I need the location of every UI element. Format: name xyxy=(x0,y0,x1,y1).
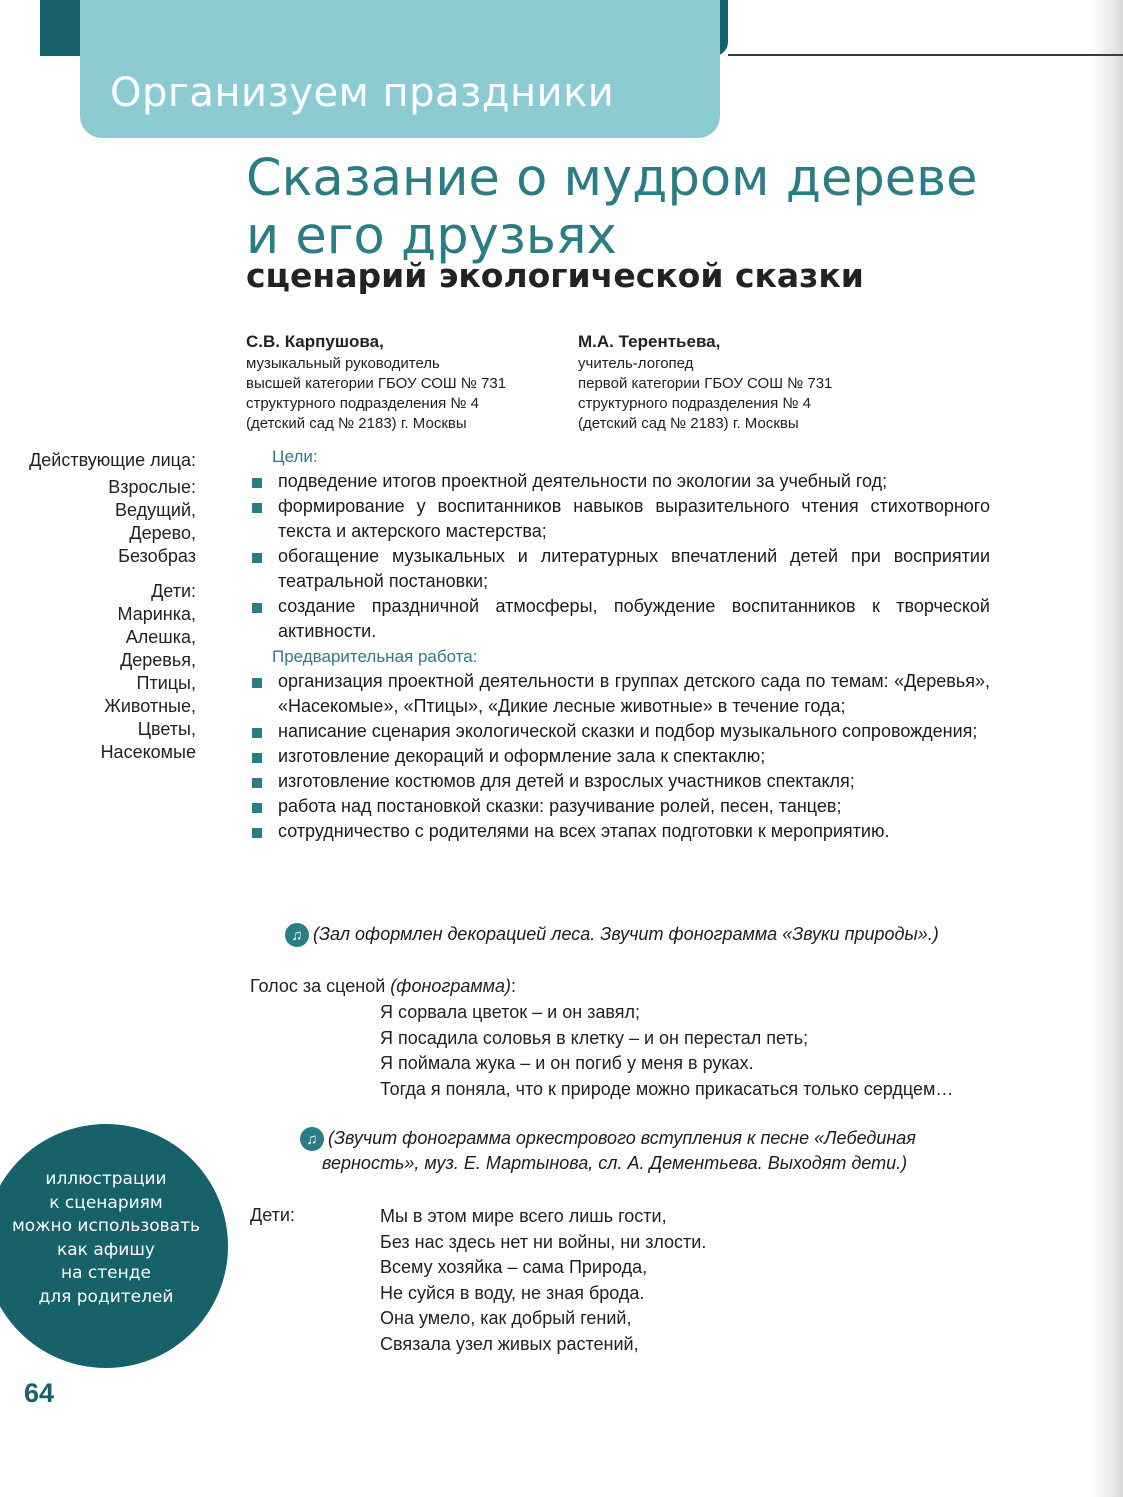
cast-item: Птицы, xyxy=(136,673,196,693)
goals-list xyxy=(250,469,990,644)
cast-group-label: Взрослые: xyxy=(108,477,196,497)
poem-kids xyxy=(380,1204,706,1357)
article-subtitle: сценарий экологической сказки xyxy=(246,256,864,295)
stage-text: (Звучит фонограмма оркестрового вступления к песне «Лебединая xyxy=(328,1128,916,1148)
author-line: структурного подразделения № 4 xyxy=(578,395,811,412)
kids-speaker-label: Дети: xyxy=(250,1205,295,1225)
poem-line: Она умело, как добрый гений, xyxy=(380,1308,632,1328)
note-line: можно использовать xyxy=(11,1216,201,1236)
note-line: как афишу xyxy=(57,1239,155,1260)
note-line: иллюстрации xyxy=(45,1169,167,1189)
info-circle xyxy=(0,1124,228,1368)
prep-list xyxy=(250,669,990,844)
music-note-icon: ♫ xyxy=(300,1127,324,1151)
info-circle-text xyxy=(0,1168,218,1309)
author-line: музыкальный руководитель xyxy=(246,355,440,372)
poem-line: Я поймала жука – и он погиб у меня в руках. xyxy=(380,1053,754,1073)
cast-heading: Действующие лица: xyxy=(29,450,196,470)
cast-item: Животные, xyxy=(104,696,196,716)
voice-label: Голос за сценой xyxy=(250,976,386,996)
header-tab xyxy=(80,0,720,138)
cast-item: Маринка, xyxy=(117,604,196,624)
cast-adults xyxy=(0,476,196,568)
list-item: организация проектной деятельности в группах детского сада по темам: «Деревья», «Насекомые», «Птицы», «Дикие лесные животные» в течение года; xyxy=(250,669,990,719)
section-title: Организуем праздники xyxy=(110,70,615,116)
cast-item: Цветы, xyxy=(137,719,196,739)
author-name: М.А. Терентьева, xyxy=(578,332,721,351)
author-line: первой категории ГБОУ СОШ № 731 xyxy=(578,375,833,392)
author-line: структурного подразделения № 4 xyxy=(246,395,479,412)
poem-line: Связала узел живых растений, xyxy=(380,1333,639,1354)
list-item: подведение итогов проектной деятельности по экологии за учебный год; xyxy=(250,469,990,494)
author-line: (детский сад № 2183) г. Москвы xyxy=(246,415,467,432)
goals-heading: Цели: xyxy=(272,447,318,466)
list-item: работа над постановкой сказки: разучивание ролей, песен, танцев; xyxy=(250,794,990,819)
cast-item: Алешка, xyxy=(125,627,196,647)
list-item: сотрудничество с родителями на всех этапах подготовки к мероприятию. xyxy=(250,819,990,844)
article-title xyxy=(246,150,1066,266)
cast-group-label: Дети: xyxy=(151,581,196,601)
goals-and-prep xyxy=(250,444,990,844)
voice-note: (фонограмма) xyxy=(390,976,512,996)
poem-line: Я сорвала цветок – и он завял; xyxy=(380,1002,641,1022)
stage-text: верность», муз. Е. Мартынова, сл. А. Дементьева. Выходят дети.) xyxy=(322,1153,908,1174)
poem-line: Тогда я поняла, что к природе можно прикасаться только сердцем… xyxy=(380,1078,954,1099)
author-line: высшей категории ГБОУ СОШ № 731 xyxy=(246,375,507,392)
cast-item: Дерево, xyxy=(129,523,196,543)
list-item: изготовление костюмов для детей и взрослых участников спектакля; xyxy=(250,769,990,794)
cast-children xyxy=(0,580,196,764)
title-line-2: и его друзьях xyxy=(246,207,617,266)
voice-offstage xyxy=(250,976,516,997)
author-1 xyxy=(246,332,506,434)
page-number: 64 xyxy=(24,1378,55,1408)
music-note-icon: ♫ xyxy=(285,923,309,947)
poem-voice xyxy=(380,1000,953,1102)
note-line: на стенде xyxy=(61,1263,151,1283)
author-line: учитель-логопед xyxy=(578,355,694,372)
list-item: изготовление декораций и оформление зала к спектаклю; xyxy=(250,744,990,769)
note-line: для родителей xyxy=(38,1286,174,1307)
cast-list xyxy=(0,449,196,776)
poem-line: Всему хозяйка – сама Природа, xyxy=(380,1257,648,1277)
voice-colon: : xyxy=(511,976,517,996)
list-item: обогащение музыкальных и литературных впечатлений детей при восприятии театральной постановки; xyxy=(250,544,990,594)
list-item: создание праздничной атмосферы, побуждение воспитанников к творческой активности. xyxy=(250,594,990,644)
author-name: С.В. Карпушова, xyxy=(246,332,384,351)
cast-item: Насекомые xyxy=(100,742,196,762)
cast-item: Деревья, xyxy=(120,650,196,670)
cast-item: Безобраз xyxy=(118,546,196,566)
prep-heading: Предварительная работа: xyxy=(272,647,478,666)
author-line: (детский сад № 2183) г. Москвы xyxy=(578,415,799,432)
poem-line: Не суйся в воду, не зная брода. xyxy=(380,1282,645,1303)
stage-direction-1 xyxy=(285,922,939,947)
title-line-1: Сказание о мудром дереве xyxy=(246,149,978,208)
poem-line: Я посадила соловья в клетку – и он перестал петь; xyxy=(380,1027,809,1048)
list-item: формирование у воспитанников навыков выразительного чтения стихотворного текста и актерского мастерства; xyxy=(250,494,990,544)
stage-text: (Зал оформлен декорацией леса. Звучит фонограмма «Звуки природы».) xyxy=(313,924,939,944)
note-line: к сценариям xyxy=(49,1192,163,1213)
list-item: написание сценария экологической сказки и подбор музыкального сопровождения; xyxy=(250,719,990,744)
author-2 xyxy=(578,332,832,434)
cast-item: Ведущий, xyxy=(114,500,196,520)
poem-line: Мы в этом мире всего лишь гости, xyxy=(380,1206,667,1226)
stage-direction-2 xyxy=(300,1126,960,1175)
header-rule xyxy=(728,54,1123,56)
page-edge-shadow xyxy=(1093,0,1123,1497)
poem-line: Без нас здесь нет ни войны, ни злости. xyxy=(380,1231,707,1252)
